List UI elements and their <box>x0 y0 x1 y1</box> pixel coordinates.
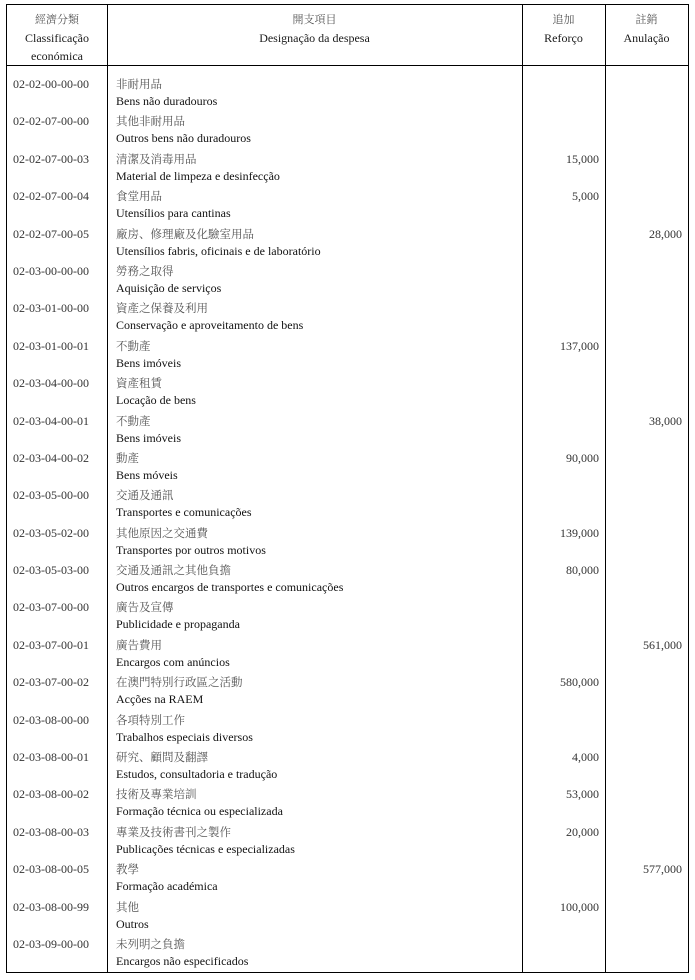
designation-zh: 清潔及消毒用品 <box>116 151 197 166</box>
designation-pt: Bens não duradouros <box>116 94 218 108</box>
table-row <box>7 516 688 557</box>
table-row <box>7 329 688 370</box>
designation-zh: 教學 <box>116 862 139 877</box>
anulacao-value: 577,000 <box>643 862 682 877</box>
designation-zh: 動產 <box>116 450 139 465</box>
designation-zh: 交通及通訊 <box>116 488 174 503</box>
designation-pt: Transportes por outros motivos <box>116 542 266 557</box>
designation-zh: 其他 <box>116 899 139 914</box>
table-row <box>7 142 688 183</box>
reforco-value: 5,000 <box>572 189 599 204</box>
designation-zh: 研究、顧問及翻譯 <box>116 750 208 765</box>
table-row <box>7 703 688 744</box>
header-classification-zh: 經濟分類 <box>35 13 79 26</box>
economic-code: 02-03-09-00-00 <box>13 936 89 951</box>
reforco-value: 4,000 <box>572 750 599 765</box>
reforco-value: 137,000 <box>560 338 599 353</box>
designation-zh: 資產之保養及利用 <box>116 301 208 316</box>
table-row <box>7 852 688 894</box>
economic-code: 02-03-08-00-02 <box>13 787 89 802</box>
table-row <box>7 777 688 819</box>
designation-zh: 在澳門特別行政區之活動 <box>116 675 243 690</box>
designation-zh: 專業及技術書刊之製作 <box>116 824 231 839</box>
designation-zh: 其他非耐用品 <box>116 114 185 129</box>
table-row <box>7 815 688 856</box>
designation-pt: Encargos não especificados <box>116 953 249 968</box>
designation-zh: 各項特別工作 <box>116 712 185 727</box>
reforco-value: 20,000 <box>566 824 599 839</box>
designation-pt: Publicidade e propaganda <box>116 617 240 632</box>
header-designation-pt: Designação da despesa <box>259 31 370 45</box>
designation-pt: Utensílios fabris, oficinais e de laboratório <box>116 243 321 258</box>
designation-pt: Bens móveis <box>116 467 178 482</box>
designation-pt: Encargos com anúncios <box>116 654 230 669</box>
table-row <box>7 628 688 669</box>
designation-zh: 廣告及宣傳 <box>116 600 174 615</box>
economic-code: 02-02-07-00-03 <box>13 151 89 166</box>
economic-code: 02-03-08-00-99 <box>13 899 89 914</box>
economic-code: 02-03-07-00-01 <box>13 637 89 652</box>
designation-pt: Outros bens não duradouros <box>116 131 251 146</box>
designation-zh: 勞務之取得 <box>116 263 174 278</box>
economic-code: 02-03-07-00-00 <box>13 600 89 615</box>
economic-code: 02-03-04-00-02 <box>13 450 89 465</box>
header-divider <box>7 65 688 66</box>
reforco-value: 53,000 <box>566 787 599 802</box>
designation-pt: Transportes e comunicações <box>116 505 252 520</box>
economic-code: 02-03-05-00-00 <box>13 488 89 503</box>
designation-zh: 不動產 <box>116 338 151 353</box>
designation-zh: 非耐用品 <box>116 77 162 91</box>
table-row <box>7 927 688 968</box>
table-row <box>7 740 688 782</box>
table-row <box>7 217 688 258</box>
table-row <box>7 254 688 295</box>
designation-zh: 技術及專業培訓 <box>116 787 197 802</box>
designation-pt: Formação técnica ou especializada <box>116 804 283 819</box>
anulacao-value: 28,000 <box>649 226 682 241</box>
table-row <box>7 890 688 931</box>
economic-code: 02-03-08-00-03 <box>13 824 89 839</box>
designation-pt: Bens imóveis <box>116 355 181 370</box>
table-row <box>7 179 688 221</box>
reforco-value: 139,000 <box>560 525 599 540</box>
table-row <box>7 404 688 445</box>
reforco-value: 80,000 <box>566 563 599 578</box>
designation-zh: 廠房、修理廠及化驗室用品 <box>116 226 254 241</box>
designation-pt: Aquisição de serviços <box>116 280 222 295</box>
designation-zh: 其他原因之交通費 <box>116 525 208 540</box>
economic-code: 02-03-05-02-00 <box>13 525 89 540</box>
economic-code: 02-03-08-00-05 <box>13 862 89 877</box>
designation-zh: 不動產 <box>116 413 151 428</box>
anulacao-value: 561,000 <box>643 637 682 652</box>
economic-code: 02-03-01-00-00 <box>13 301 89 316</box>
table-row <box>7 553 688 595</box>
header-classification <box>7 11 107 65</box>
designation-pt: Trabalhos especiais diversos <box>116 729 253 744</box>
reforco-value: 580,000 <box>560 675 599 690</box>
designation-pt: Utensílios para cantinas <box>116 206 231 221</box>
designation-pt: Material de limpeza e desinfecção <box>116 168 280 183</box>
anulacao-value: 38,000 <box>649 413 682 428</box>
designation-pt: Outros <box>116 916 149 931</box>
designation-pt: Conservação e aproveitamento de bens <box>116 318 304 333</box>
header-reforco-zh: 追加 <box>552 13 575 26</box>
designation-pt: Publicações técnicas e especializadas <box>116 841 295 856</box>
reforco-value: 15,000 <box>566 151 599 166</box>
table-body <box>7 67 688 968</box>
header-reforco-pt: Reforço <box>544 31 583 45</box>
designation-pt: Estudos, consultadoria e tradução <box>116 767 278 782</box>
reforco-value: 100,000 <box>560 899 599 914</box>
designation-pt: Bens imóveis <box>116 430 181 445</box>
designation-zh: 資產租賃 <box>116 376 162 391</box>
table-row <box>7 104 688 146</box>
economic-code: 02-03-08-00-01 <box>13 750 89 765</box>
header-anulacao-pt: Anulação <box>623 31 670 45</box>
designation-pt: Outros encargos de transportes e comunicações <box>116 580 344 595</box>
table-row <box>7 441 688 482</box>
economic-code: 02-03-00-00-00 <box>13 263 89 278</box>
designation-zh: 交通及通訊之其他負擔 <box>116 563 231 578</box>
economic-code: 02-02-07-00-04 <box>13 189 89 204</box>
reforco-value: 90,000 <box>566 450 599 465</box>
table-row <box>7 366 688 408</box>
header-anulacao-zh: 註銷 <box>635 13 658 26</box>
header-designation-zh: 開支項目 <box>292 13 337 26</box>
table-row <box>7 291 688 333</box>
designation-pt: Acções na RAEM <box>116 692 204 707</box>
designation-zh: 未列明之負擔 <box>116 936 185 951</box>
economic-code: 02-03-04-00-00 <box>13 376 89 391</box>
designation-pt: Formação académica <box>116 879 218 894</box>
table-row <box>7 665 688 707</box>
economic-code: 02-03-01-00-01 <box>13 338 89 353</box>
economic-code: 02-02-00-00-00 <box>13 77 89 91</box>
header-reforco <box>522 11 605 47</box>
economic-code: 02-03-08-00-00 <box>13 712 89 727</box>
header-classification-pt: Classificação económica <box>25 31 89 63</box>
economic-code: 02-03-05-03-00 <box>13 563 89 578</box>
table-row <box>7 67 688 108</box>
economic-code: 02-03-07-00-02 <box>13 675 89 690</box>
budget-table <box>6 4 689 973</box>
designation-zh: 食堂用品 <box>116 189 162 204</box>
economic-code: 02-02-07-00-05 <box>13 226 89 241</box>
table-row <box>7 590 688 632</box>
table-row <box>7 478 688 520</box>
designation-zh: 廣告費用 <box>116 637 162 652</box>
economic-code: 02-03-04-00-01 <box>13 413 89 428</box>
header-anulacao <box>605 11 688 47</box>
designation-pt: Locação de bens <box>116 393 196 408</box>
economic-code: 02-02-07-00-00 <box>13 114 89 129</box>
header-designation <box>107 11 522 47</box>
